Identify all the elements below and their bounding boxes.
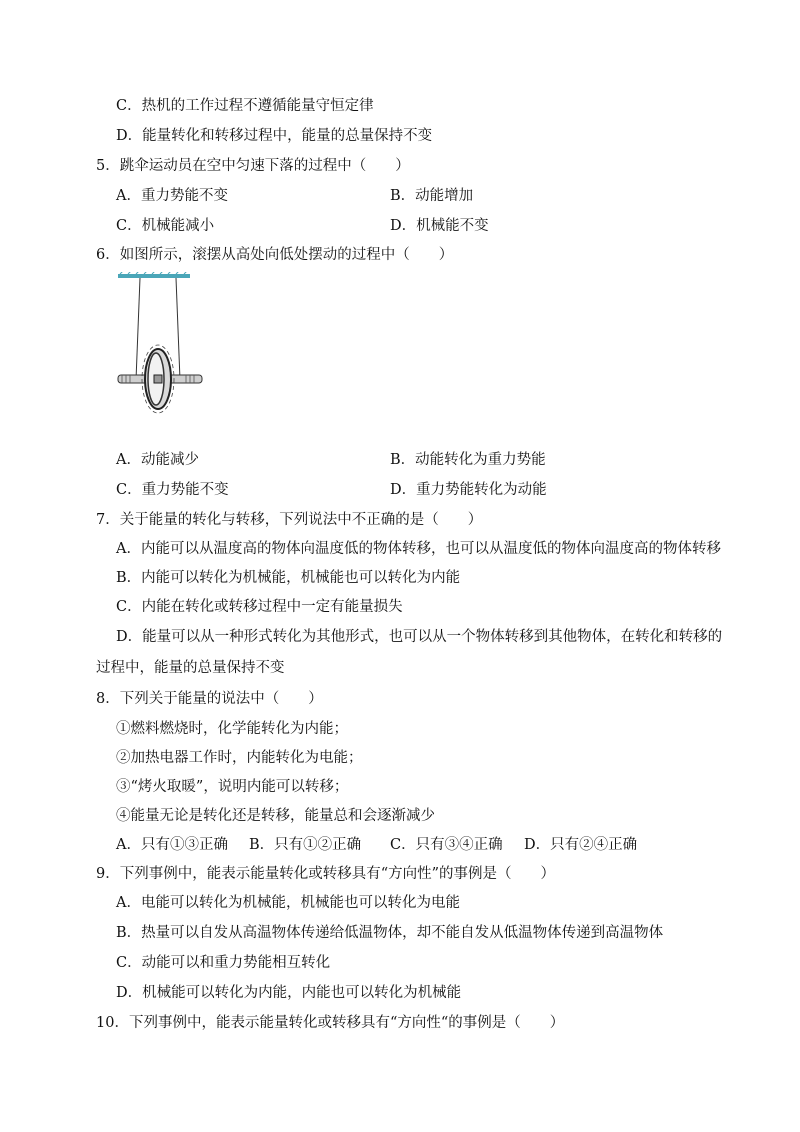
question-8: 8．下列关于能量的说法中（ ）: [96, 691, 323, 707]
option-d-prev[interactable]: D．能量转化和转移过程中，能量的总量保持不变: [116, 128, 433, 144]
question-7: 7．关于能量的转化与转移，下列说法中不正确的是（ ）: [96, 512, 483, 528]
q5-option-b[interactable]: B．动能增加: [390, 188, 474, 204]
q9-option-c[interactable]: C．动能可以和重力势能相互转化: [116, 955, 331, 971]
q6-option-c[interactable]: C．重力势能不变: [116, 482, 229, 498]
q9-option-d[interactable]: D．机械能可以转化为内能，内能也可以转化为机械能: [116, 985, 462, 1001]
q5-option-a[interactable]: A．重力势能不变: [116, 188, 228, 204]
q8-statement-3: ③“烤火取暖”，说明内能可以转移；: [116, 779, 349, 795]
maxwell-wheel-pendulum-icon: [112, 272, 208, 420]
q9-option-b[interactable]: B．热量可以自发从高温物体传递给低温物体，却不能自发从低温物体传递到高温物体: [116, 925, 664, 941]
q8-option-a[interactable]: A．只有①③正确: [116, 837, 228, 853]
question-5: 5．跳伞运动员在空中匀速下落的过程中（ ）: [96, 158, 410, 174]
question-10: 10．下列事例中，能表示能量转化或转移具有“方向性“的事例是（ ）: [96, 1015, 565, 1031]
q7-option-c[interactable]: C．内能在转化或转移过程中一定有能量损失: [116, 599, 403, 615]
q9-option-a[interactable]: A．电能可以转化为机械能，机械能也可以转化为电能: [116, 895, 460, 911]
question-6: 6．如图所示，滚摆从高处向低处摆动的过程中（ ）: [96, 247, 454, 263]
maxwell-wheel-figure: [112, 272, 208, 420]
q8-statement-4: ④能量无论是转化还是转移，能量总和会逐渐减少: [116, 808, 435, 824]
q7-option-d[interactable]: D．能量可以从一种形式转化为其他形式，也可以从一个物体转移到其他物体，在转化和转移的: [116, 629, 723, 645]
q8-option-d[interactable]: D．只有②④正确: [524, 837, 638, 853]
q7-option-b[interactable]: B．内能可以转化为机械能，机械能也可以转化为内能: [116, 570, 461, 586]
question-9: 9．下列事例中，能表示能量转化或转移具有“方向性”的事例是（ ）: [96, 866, 556, 882]
q6-option-d[interactable]: D．重力势能转化为动能: [390, 482, 547, 498]
q7-option-d-continued: 过程中，能量的总量保持不变: [96, 660, 285, 676]
option-c-prev[interactable]: C．热机的工作过程不遵循能量守恒定律: [116, 98, 374, 114]
q8-statement-1: ①燃料燃烧时，化学能转化为内能；: [116, 721, 348, 737]
q5-option-c[interactable]: C．机械能减小: [116, 218, 215, 234]
q8-option-b[interactable]: B．只有①②正确: [249, 837, 362, 853]
q8-statement-2: ②加热电器工作时，内能转化为电能；: [116, 750, 363, 766]
q6-option-b[interactable]: B．动能转化为重力势能: [390, 452, 546, 468]
q5-option-d[interactable]: D．机械能不变: [390, 218, 489, 234]
q6-option-a[interactable]: A．动能减少: [116, 452, 199, 468]
q8-option-c[interactable]: C．只有③④正确: [390, 837, 503, 853]
q7-option-a[interactable]: A．内能可以从温度高的物体向温度低的物体转移，也可以从温度低的物体向温度高的物体转移: [116, 541, 721, 557]
